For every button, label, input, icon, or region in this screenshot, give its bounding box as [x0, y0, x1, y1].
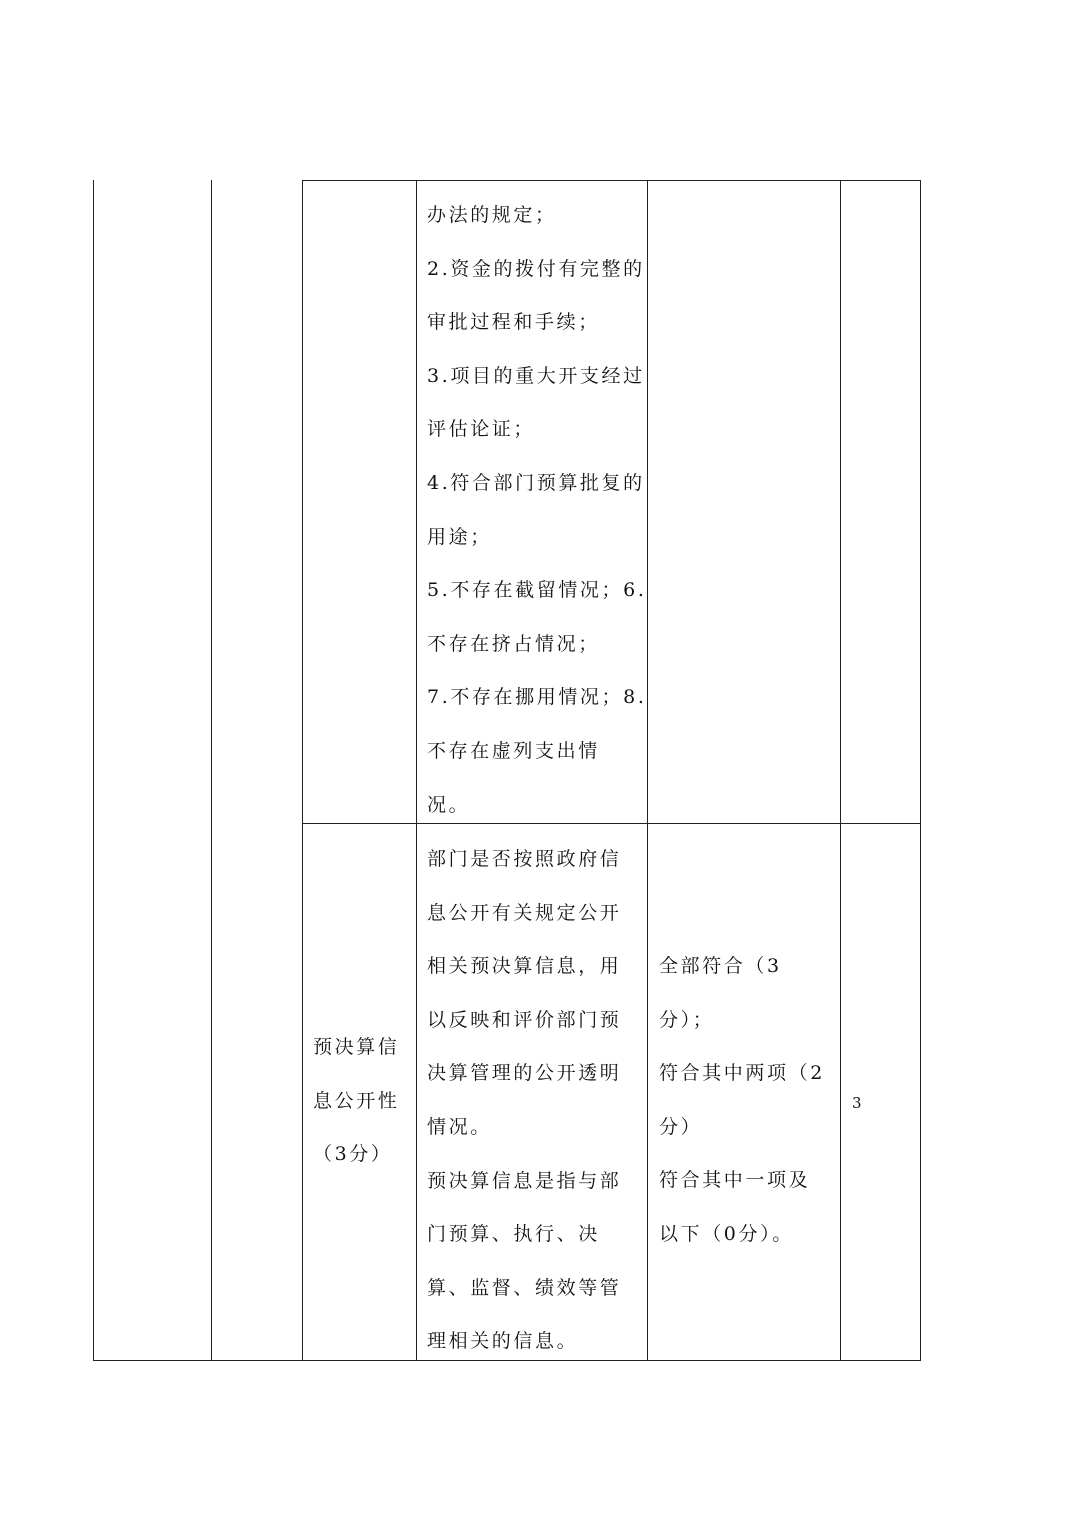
- row2-criteria-cell: [427, 833, 621, 1369]
- row2-scoring-line: 符合其中一项及: [659, 1169, 811, 1192]
- row2-criteria-line: 情况。: [427, 1115, 492, 1138]
- row1-criteria-cell: [427, 189, 646, 832]
- row-border-top: [302, 180, 921, 181]
- row1-criteria-line: 7.不存在挪用情况；8.: [427, 686, 647, 709]
- row2-criteria-line: 理相关的信息。: [427, 1330, 579, 1353]
- row1-criteria-line: 5.不存在截留情况；6.: [427, 579, 647, 602]
- row2-criteria-line: 门预算、执行、决: [427, 1223, 600, 1246]
- row1-criteria-line: 不存在挤占情况；: [427, 632, 600, 655]
- row2-indicator-line: （3分）: [313, 1143, 393, 1166]
- row2-scoring-cell: [659, 940, 825, 1262]
- row2-indicator-cell: [313, 1021, 399, 1182]
- row2-scoring-line: 符合其中两项（2: [659, 1062, 825, 1085]
- row2-criteria-line: 相关预决算信息，用: [427, 955, 622, 978]
- row1-criteria-line: 评估论证；: [427, 418, 536, 441]
- column-border-5: [647, 180, 648, 1361]
- row2-score: 3: [852, 1094, 862, 1112]
- row2-criteria-line: 决算管理的公开透明: [427, 1062, 622, 1085]
- column-border-7: [920, 180, 921, 1361]
- column-border-3: [302, 180, 303, 1361]
- row1-criteria-line: 况。: [427, 793, 471, 816]
- row1-criteria-line: 审批过程和手续；: [427, 311, 600, 334]
- column-border-6: [840, 180, 841, 1361]
- row1-criteria-line: 用途；: [427, 525, 492, 548]
- row2-indicator-line: 息公开性: [313, 1089, 400, 1112]
- column-border-1: [93, 180, 94, 1361]
- row1-criteria-line: 不存在虚列支出情: [427, 739, 600, 762]
- row1-criteria-line: 4.符合部门预算批复的: [427, 471, 645, 494]
- row2-scoring-line: 全部符合（3: [659, 955, 782, 977]
- row2-scoring-line: 分）；: [659, 1008, 715, 1031]
- row1-criteria-line: 2.资金的拨付有完整的: [427, 257, 645, 280]
- column-border-4: [416, 180, 417, 1361]
- row2-criteria-line: 以反映和评价部门预: [427, 1008, 622, 1031]
- row2-indicator-line: 预决算信: [313, 1036, 400, 1058]
- row1-criteria-line: 办法的规定；: [427, 204, 557, 226]
- row1-criteria-line: 3.项目的重大开支经过: [427, 364, 645, 387]
- row2-criteria-line: 算、监督、绩效等管: [427, 1276, 622, 1299]
- row2-criteria-line: 部门是否按照政府信: [427, 848, 622, 870]
- row2-scoring-line: 分）: [659, 1115, 703, 1138]
- row2-scoring-line: 以下（0分）。: [659, 1222, 794, 1245]
- row2-criteria-line: 息公开有关规定公开: [427, 901, 622, 924]
- column-border-2: [211, 180, 212, 1361]
- row2-criteria-line: 预决算信息是指与部: [427, 1169, 622, 1192]
